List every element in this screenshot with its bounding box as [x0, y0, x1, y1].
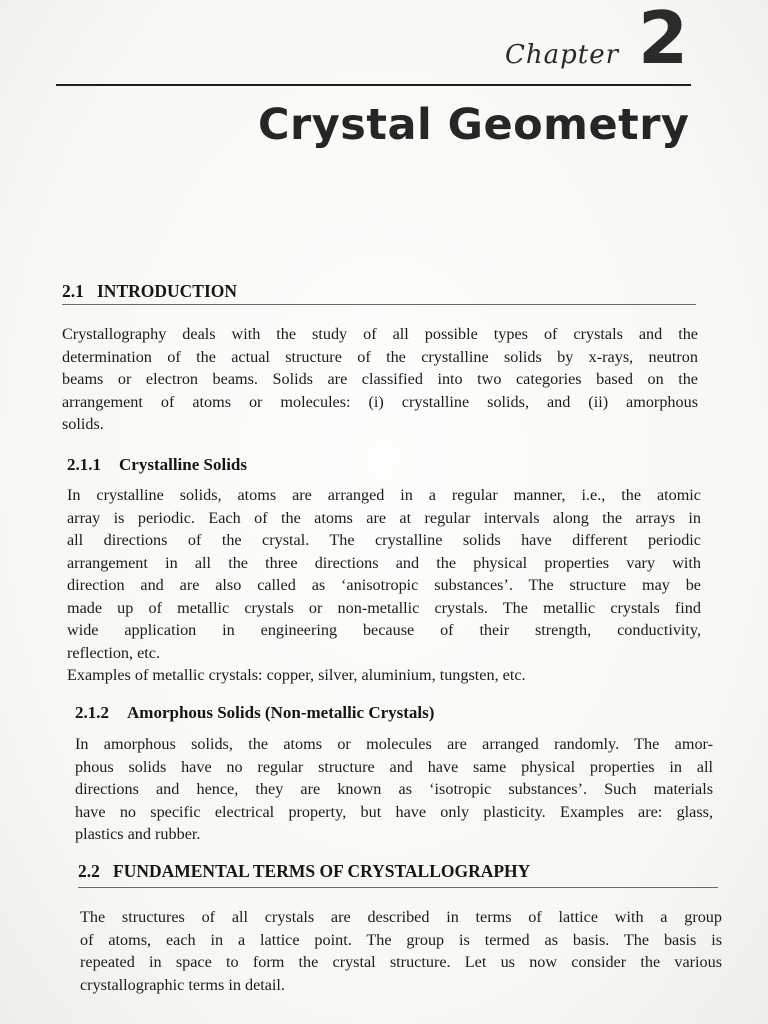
text-line: In crystalline solids, atoms are arranged in a regular manner, i.e., the atomic	[67, 486, 701, 504]
section-heading-2-1	[62, 281, 237, 302]
chapter-label: Chapter	[505, 40, 620, 70]
section-title: FUNDAMENTAL TERMS OF CRYSTALLOGRAPHY	[113, 861, 531, 881]
text-line: solids.	[62, 415, 104, 433]
text-line: directions and hence, they are known as ‘isotropic substances’. Such materials	[75, 780, 713, 798]
text-line: phous solids have no regular structure and have same physical properties in all	[75, 757, 713, 776]
subsection-number: 2.1.1	[67, 455, 101, 474]
text-line: crystallographic terms in detail.	[80, 975, 285, 994]
chapter-title: Crystal Geometry	[258, 100, 690, 150]
subsection-heading-2-1-2	[75, 703, 434, 723]
text-line: arrangement in all the three directions and the physical properties vary with	[67, 553, 701, 572]
text-line: Crystallography deals with the study of all possible types of crystals and the	[62, 325, 698, 343]
text-line: determination of the actual structure of the crystalline solids by x-rays, neutron	[62, 347, 698, 366]
chapter-number: 2	[638, 0, 689, 80]
paragraph-introduction	[62, 323, 698, 436]
text-line: all directions of the crystal. The crystalline solids have different periodic	[67, 531, 701, 549]
text-line: In amorphous solids, the atoms or molecules are arranged randomly. The amor-	[75, 735, 713, 753]
text-line: have no specific electrical property, but have only plasticity. Examples are: glass,	[75, 802, 713, 821]
paragraph-amorphous-solids	[75, 733, 713, 846]
paragraph-crystalline-solids	[67, 484, 701, 687]
text-line: arrangement of atoms or molecules: (i) crystalline solids, and (ii) amorphous	[62, 392, 698, 411]
text-line: plastics and rubber.	[75, 825, 201, 843]
text-line: beams or electron beams. Solids are classified into two categories based on the	[62, 370, 698, 388]
text-line: of atoms, each in a lattice point. The group is termed as basis. The basis is	[80, 930, 722, 949]
text-line: wide application in engineering because of their strength, conductivity,	[67, 621, 701, 639]
text-line: direction and are also called as ‘anisotropic substances’. The structure may be	[67, 576, 701, 594]
subsection-title: Crystalline Solids	[119, 455, 247, 474]
text-line: The structures of all crystals are described in terms of lattice with a group	[80, 908, 722, 926]
chapter-rule	[56, 84, 691, 86]
section-heading-2-2	[78, 861, 530, 882]
section-number: 2.2	[78, 861, 100, 881]
text-line: Examples of metallic crystals: copper, silver, aluminium, tungsten, etc.	[67, 666, 526, 684]
text-line: reflection, etc.	[67, 643, 161, 662]
text-line: repeated in space to form the crystal structure. Let us now consider the various	[80, 953, 722, 971]
section-number: 2.1	[62, 281, 84, 301]
section-title: INTRODUCTION	[97, 281, 238, 301]
text-line: made up of metallic crystals or non-metallic crystals. The metallic crystals find	[67, 598, 701, 617]
text-line: array is periodic. Each of the atoms are at regular intervals along the arrays in	[67, 508, 701, 527]
subsection-heading-2-1-1	[67, 455, 247, 475]
section-rule	[78, 887, 718, 888]
section-rule	[62, 304, 696, 305]
subsection-number: 2.1.2	[75, 703, 109, 722]
subsection-title: Amorphous Solids (Non-metallic Crystals)	[127, 703, 435, 722]
paragraph-fundamental-terms	[80, 906, 722, 996]
